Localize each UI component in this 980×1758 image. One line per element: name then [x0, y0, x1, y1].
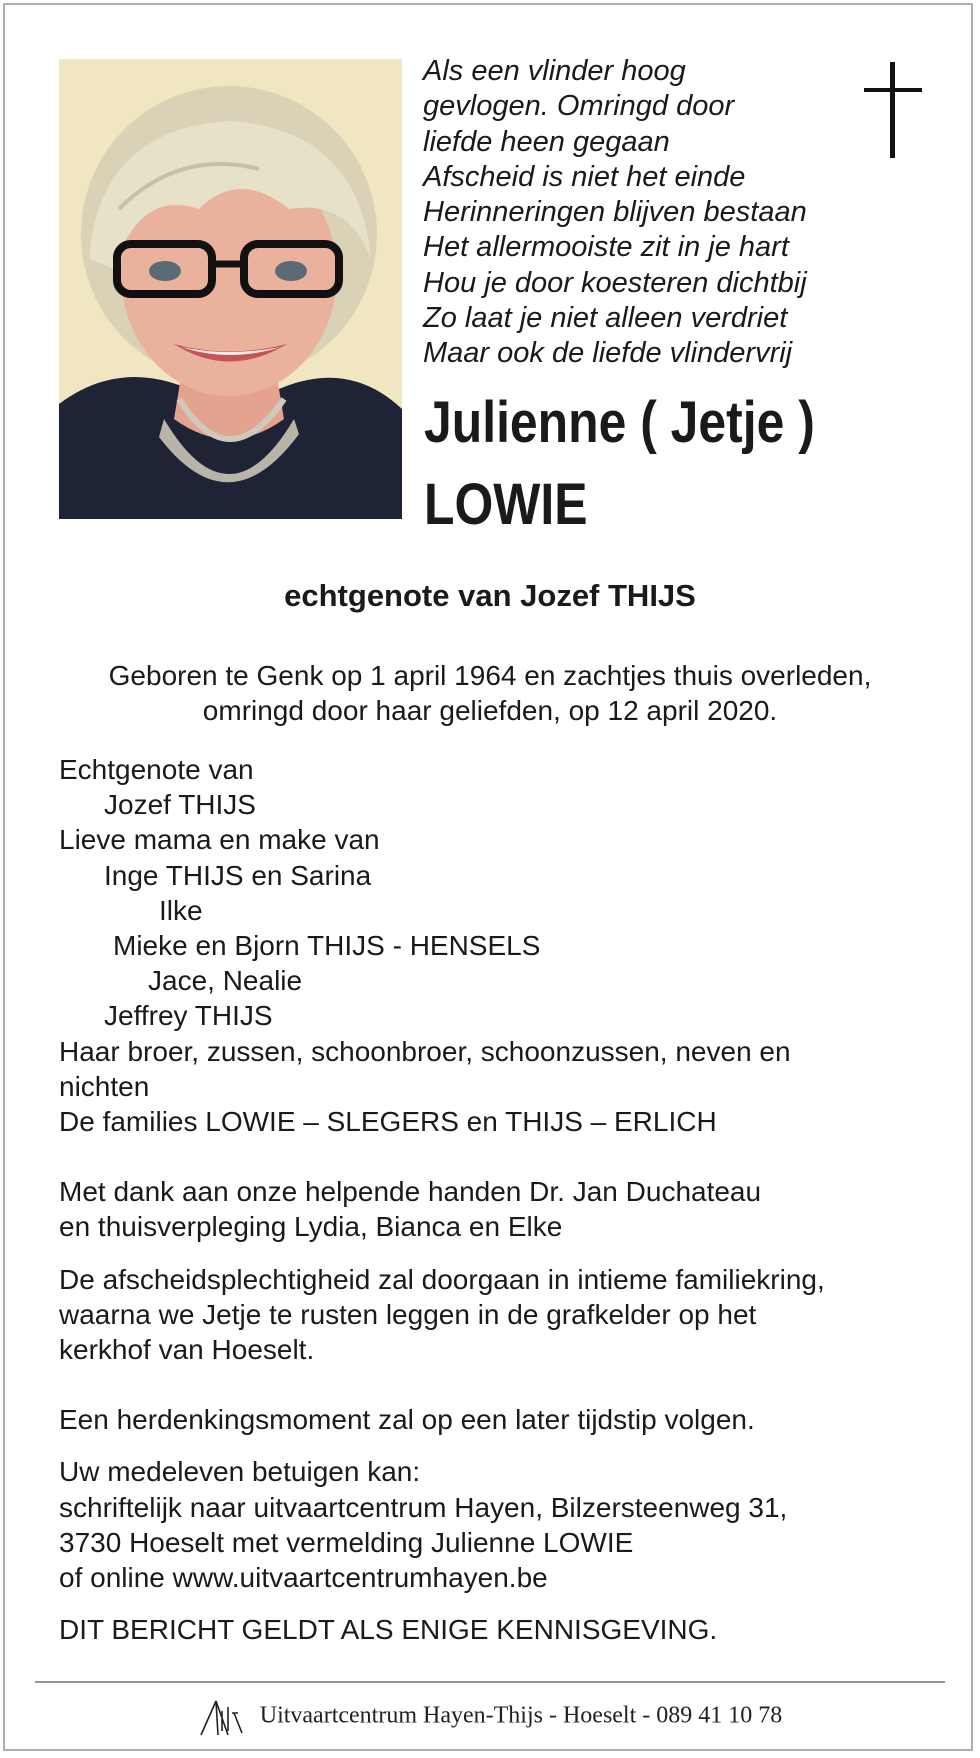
family-line: Jace, Nealie: [148, 965, 303, 997]
deceased-name: [424, 382, 815, 546]
thanks-section: [59, 1174, 939, 1244]
birth-death-line: Geboren te Genk op 1 april 1964 en zachtjes thuis overleden,: [108, 660, 872, 691]
condolence-section: [59, 1454, 939, 1595]
poem-line: Als een vlinder hoog: [423, 55, 686, 87]
notice-body: [59, 752, 939, 1647]
thanks-line: Met dank aan onze helpende handen Dr. Jan Duchateau: [59, 1176, 762, 1208]
birth-death-line: omringd door haar geliefden, op 12 april 2020.: [202, 695, 778, 726]
family-line: Jozef THIJS: [104, 789, 256, 821]
condolence-line: schriftelijk naar uitvaartcentrum Hayen, Bilzersteenweg 31,: [59, 1491, 788, 1523]
poem-line: Het allermooiste zit in je hart: [423, 231, 789, 264]
funeral-home-logo: [198, 1697, 244, 1737]
family-line: Ilke: [159, 894, 203, 926]
deceased-surname: LOWIE: [424, 472, 588, 537]
family-line: nichten: [59, 1070, 150, 1102]
family-line: Haar broer, zussen, schoonbroer, schoonzussen, neven en: [59, 1035, 791, 1067]
family-section: [59, 752, 939, 1139]
poem-line: Zo laat je niet alleen verdriet: [423, 302, 788, 335]
condolence-line: of online www.uitvaartcentrumhayen.be: [59, 1562, 548, 1594]
poem-line: Herinneringen blijven bestaan: [423, 196, 807, 229]
footer-divider: [35, 1681, 945, 1683]
condolence-line: Uw medeleven betuigen kan:: [59, 1456, 421, 1488]
condolence-line: 3730 Hoeselt met vermelding Julienne LOWIE: [59, 1526, 634, 1558]
poem-line: Afscheid is niet het einde: [423, 160, 746, 193]
poem: [423, 54, 903, 372]
portrait-illustration: [59, 59, 402, 519]
ceremony-section: [59, 1262, 939, 1368]
poem-line: liefde heen gegaan: [423, 125, 670, 158]
footer-text: Uitvaartcentrum Hayen-Thijs - Hoeselt - 089 41 10 78: [259, 1702, 783, 1729]
poem-line: Hou je door koesteren dichtbij: [423, 266, 807, 299]
portrait-photo: [59, 59, 402, 519]
ceremony-line: waarna we Jetje te rusten leggen in de grafkelder op het: [59, 1298, 757, 1330]
family-line: Echtgenote van: [59, 754, 254, 785]
ceremony-line: kerkhof van Hoeselt.: [59, 1334, 315, 1366]
notice-line: DIT BERICHT GELDT ALS ENIGE KENNISGEVING.: [59, 1614, 718, 1646]
poem-line: Maar ook de liefde vlindervrij: [423, 337, 793, 370]
ceremony-line: De afscheidsplechtigheid zal doorgaan in intieme familiekring,: [59, 1263, 825, 1295]
memorial-line: Een herdenkingsmoment zal op een later tijdstip volgen.: [59, 1404, 755, 1436]
footer: [0, 1697, 980, 1737]
thanks-line: en thuisverpleging Lydia, Bianca en Elke: [59, 1211, 563, 1243]
poem-line: gevlogen. Omringd door: [423, 90, 735, 123]
family-line: Lieve mama en make van: [59, 824, 380, 856]
family-line: Mieke en Bjorn THIJS - HENSELS: [113, 930, 541, 962]
family-line: Jeffrey THIJS: [104, 1000, 273, 1032]
spouse-line: echtgenote van Jozef THIJS: [284, 578, 696, 613]
deceased-first-name: Julienne ( Jetje ): [424, 390, 815, 455]
family-line: De families LOWIE – SLEGERS en THIJS – ERLICH: [59, 1106, 717, 1138]
birth-death-info: [0, 658, 980, 728]
family-line: Inge THIJS en Sarina: [104, 859, 372, 891]
cross-icon: [864, 62, 922, 158]
